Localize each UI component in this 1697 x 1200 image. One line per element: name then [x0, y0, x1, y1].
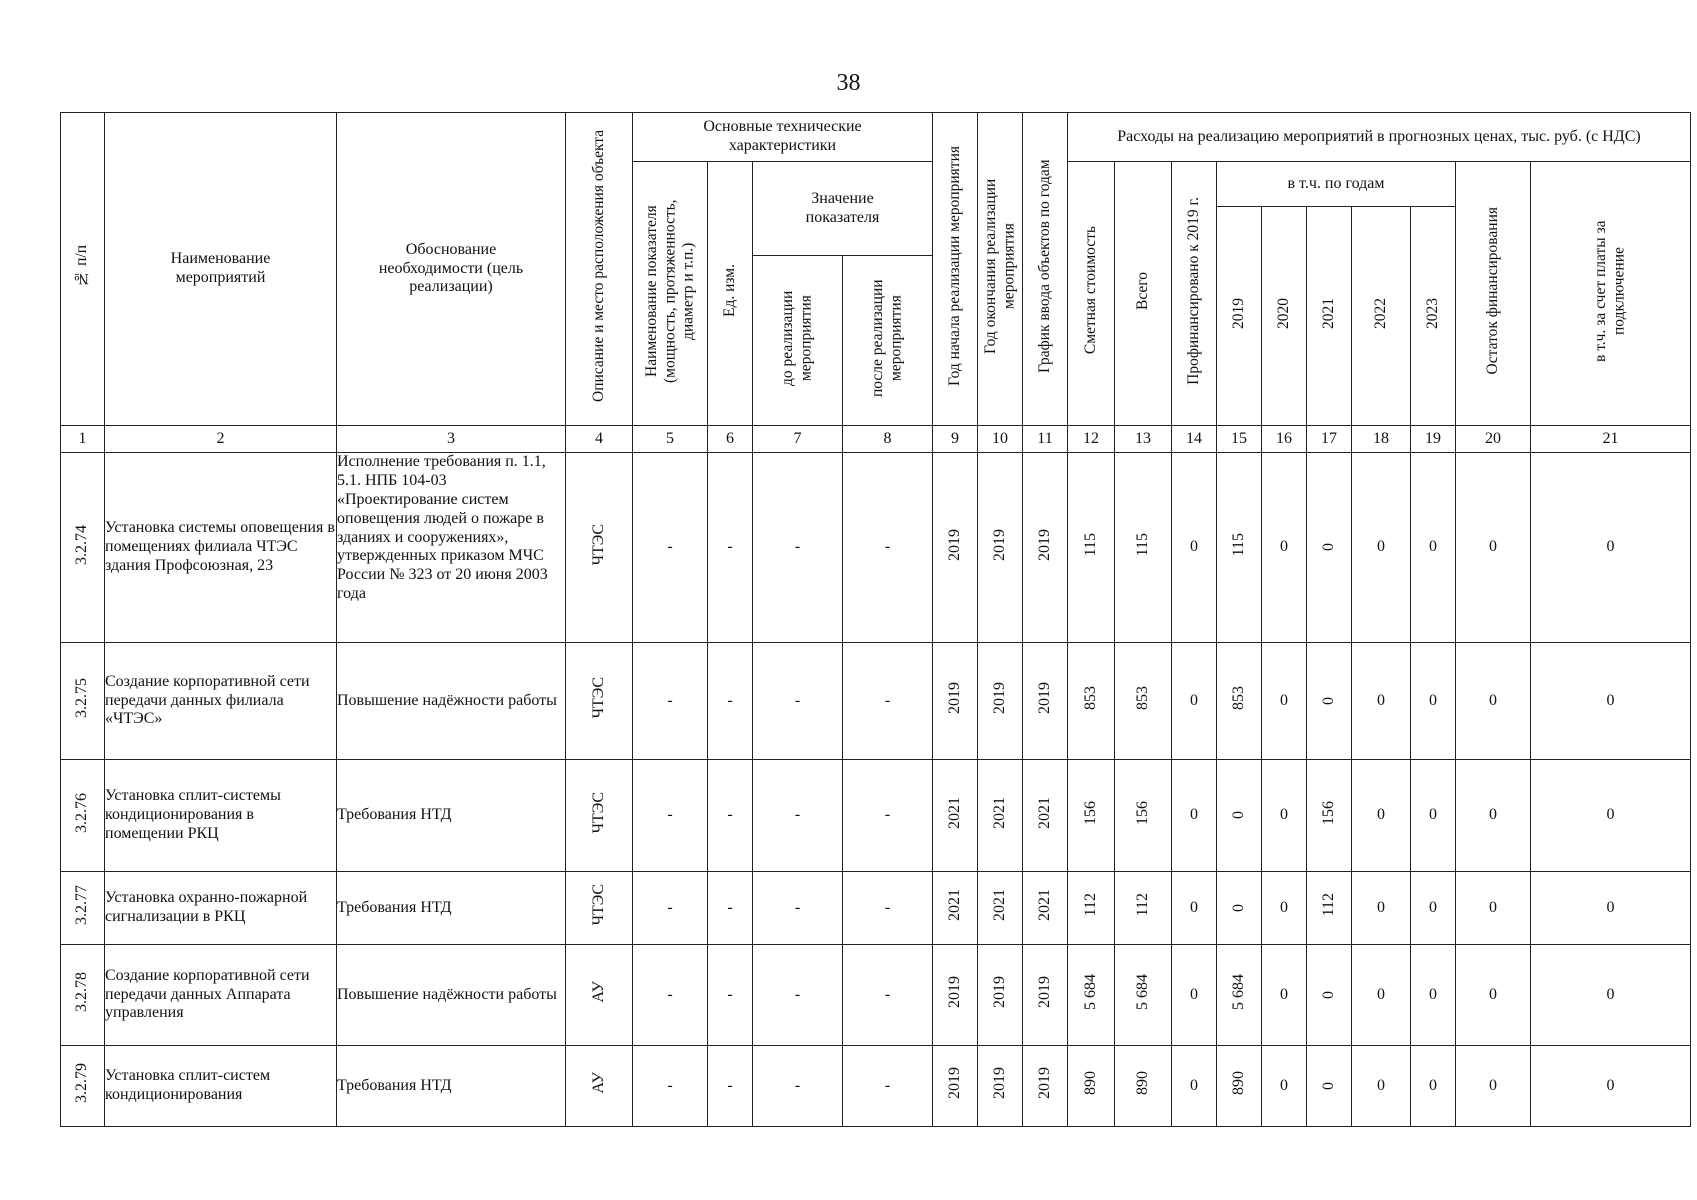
cell-start: 2019: [933, 945, 978, 1046]
cell-name: Установка сплит-систем кондиционирования: [105, 1046, 337, 1127]
column-number-cell: 14: [1172, 426, 1217, 453]
header-location: Описание и место расположения объекта: [566, 113, 633, 426]
cell-y2020: 0: [1262, 945, 1307, 1046]
header-prefinanced: Профинансировано к 2019 г.: [1172, 162, 1217, 426]
table-row: [61, 643, 1691, 760]
cell-pre: 0: [1172, 643, 1217, 760]
header-year-2022: 2022: [1352, 207, 1411, 426]
header-estimate: Сметная стоимость: [1068, 162, 1115, 426]
cell-end: 2021: [978, 872, 1023, 945]
header-remainder: Остаток финансирования: [1456, 162, 1531, 426]
cell-basis: Исполнение требования п. 1.1, 5.1. НПБ 104-03 «Проектирование систем оповещения людей о пожаре в зданиях и сооружениях», утвержденных приказом МЧС России № 323 от 20 июня 2003 года: [337, 453, 566, 643]
cell-y2023: 0: [1411, 945, 1456, 1046]
column-number-cell: 6: [708, 426, 753, 453]
cell-c7: -: [753, 643, 843, 760]
cell-pre: 0: [1172, 760, 1217, 872]
column-number-cell: 13: [1115, 426, 1172, 453]
cell-c6: -: [708, 453, 753, 643]
investment-table: [60, 112, 1691, 1127]
header-unit: Ед. изм.: [708, 162, 753, 426]
column-number-cell: 15: [1217, 426, 1262, 453]
cell-y2022: 0: [1352, 945, 1411, 1046]
cell-sched: 2021: [1023, 872, 1068, 945]
column-number-cell: 18: [1352, 426, 1411, 453]
column-number-cell: 21: [1531, 426, 1691, 453]
cell-c8: -: [843, 760, 933, 872]
cell-start: 2019: [933, 643, 978, 760]
header-costs: Расходы на реализацию мероприятий в прогнозных ценах, тыс. руб. (с НДС): [1068, 113, 1691, 162]
cell-y2023: 0: [1411, 453, 1456, 643]
cell-basis: Требования НТД: [337, 760, 566, 872]
cell-y2020: 0: [1262, 453, 1307, 643]
cell-pre: 0: [1172, 872, 1217, 945]
column-number-cell: 1: [61, 426, 105, 453]
cell-conn: 0: [1531, 1046, 1691, 1127]
cell-estimate: 112: [1068, 872, 1115, 945]
cell-c6: -: [708, 945, 753, 1046]
cell-end: 2019: [978, 643, 1023, 760]
cell-c8: -: [843, 872, 933, 945]
cell-conn: 0: [1531, 643, 1691, 760]
cell-sched: 2019: [1023, 453, 1068, 643]
table-body: [61, 453, 1691, 1127]
cell-pre: 0: [1172, 1046, 1217, 1127]
header-basis: Обоснование необходимости (цель реализации): [337, 113, 566, 426]
cell-no: 3.2.79: [61, 1046, 105, 1127]
table-row: [61, 872, 1691, 945]
header-no: № п/п: [61, 113, 105, 426]
cell-y2022: 0: [1352, 760, 1411, 872]
cell-start: 2021: [933, 872, 978, 945]
cell-c5: -: [633, 1046, 708, 1127]
cell-c7: -: [753, 1046, 843, 1127]
cell-no: 3.2.75: [61, 643, 105, 760]
cell-c8: -: [843, 643, 933, 760]
cell-y2021: 0: [1307, 643, 1352, 760]
cell-y2019: 0: [1217, 872, 1262, 945]
cell-c6: -: [708, 1046, 753, 1127]
cell-location: АУ: [566, 945, 633, 1046]
cell-y2022: 0: [1352, 1046, 1411, 1127]
header-by-years: в т.ч. по годам: [1217, 162, 1456, 207]
cell-basis: Повышение надёжности работы: [337, 945, 566, 1046]
cell-y2020: 0: [1262, 872, 1307, 945]
cell-rem: 0: [1456, 760, 1531, 872]
cell-no: 3.2.74: [61, 453, 105, 643]
cell-rem: 0: [1456, 872, 1531, 945]
cell-c5: -: [633, 872, 708, 945]
header-year-2021: 2021: [1307, 207, 1352, 426]
cell-start: 2019: [933, 453, 978, 643]
column-number-cell: 12: [1068, 426, 1115, 453]
cell-conn: 0: [1531, 760, 1691, 872]
header-before: до реализации мероприятия: [753, 256, 843, 426]
cell-c5: -: [633, 643, 708, 760]
cell-total: 890: [1115, 1046, 1172, 1127]
cell-start: 2021: [933, 760, 978, 872]
cell-location: ЧТЭС: [566, 872, 633, 945]
column-number-cell: 3: [337, 426, 566, 453]
cell-rem: 0: [1456, 453, 1531, 643]
cell-start: 2019: [933, 1046, 978, 1127]
header-name: Наименование мероприятий: [105, 113, 337, 426]
cell-c5: -: [633, 760, 708, 872]
cell-c7: -: [753, 453, 843, 643]
column-number-cell: 8: [843, 426, 933, 453]
cell-c6: -: [708, 643, 753, 760]
cell-c5: -: [633, 945, 708, 1046]
header-total: Всего: [1115, 162, 1172, 426]
column-number-cell: 11: [1023, 426, 1068, 453]
cell-no: 3.2.77: [61, 872, 105, 945]
cell-c8: -: [843, 453, 933, 643]
header-connection: в т.ч. за счет платы за подключение: [1531, 162, 1691, 426]
cell-y2023: 0: [1411, 643, 1456, 760]
cell-rem: 0: [1456, 1046, 1531, 1127]
cell-y2021: 112: [1307, 872, 1352, 945]
cell-location: АУ: [566, 1046, 633, 1127]
column-number-cell: 10: [978, 426, 1023, 453]
cell-total: 156: [1115, 760, 1172, 872]
cell-location: ЧТЭС: [566, 760, 633, 872]
cell-y2019: 853: [1217, 643, 1262, 760]
cell-end: 2019: [978, 945, 1023, 1046]
cell-y2023: 0: [1411, 872, 1456, 945]
column-number-cell: 5: [633, 426, 708, 453]
cell-location: ЧТЭС: [566, 453, 633, 643]
cell-y2021: 156: [1307, 760, 1352, 872]
cell-basis: Требования НТД: [337, 1046, 566, 1127]
cell-c7: -: [753, 760, 843, 872]
cell-estimate: 853: [1068, 643, 1115, 760]
cell-y2020: 0: [1262, 643, 1307, 760]
cell-c8: -: [843, 1046, 933, 1127]
cell-y2021: 0: [1307, 1046, 1352, 1127]
column-number-cell: 7: [753, 426, 843, 453]
cell-y2021: 0: [1307, 945, 1352, 1046]
cell-c7: -: [753, 872, 843, 945]
page-number: 38: [836, 70, 861, 96]
column-number-cell: 17: [1307, 426, 1352, 453]
cell-basis: Требования НТД: [337, 872, 566, 945]
column-number-cell: 4: [566, 426, 633, 453]
cell-y2022: 0: [1352, 643, 1411, 760]
cell-sched: 2021: [1023, 760, 1068, 872]
cell-name: Установка системы оповещения в помещениях филиала ЧТЭС здания Профсоюзная, 23: [105, 453, 337, 643]
cell-c7: -: [753, 945, 843, 1046]
cell-basis: Повышение надёжности работы: [337, 643, 566, 760]
cell-sched: 2019: [1023, 1046, 1068, 1127]
cell-y2020: 0: [1262, 760, 1307, 872]
cell-y2023: 0: [1411, 1046, 1456, 1127]
cell-name: Создание корпоративной сети передачи данных филиала «ЧТЭС»: [105, 643, 337, 760]
cell-no: 3.2.78: [61, 945, 105, 1046]
cell-estimate: 115: [1068, 453, 1115, 643]
cell-name: Установка сплит-системы кондиционирования в помещении РКЦ: [105, 760, 337, 872]
header-tech: Основные технические характеристики: [633, 113, 933, 162]
cell-c5: -: [633, 453, 708, 643]
header-indicator-name: Наименование показателя (мощность, протяженность, диаметр и т.п.): [633, 162, 708, 426]
column-number-cell: 19: [1411, 426, 1456, 453]
table-row: [61, 1046, 1691, 1127]
cell-end: 2019: [978, 453, 1023, 643]
cell-c8: -: [843, 945, 933, 1046]
cell-sched: 2019: [1023, 643, 1068, 760]
cell-pre: 0: [1172, 453, 1217, 643]
cell-y2019: 5 684: [1217, 945, 1262, 1046]
cell-rem: 0: [1456, 945, 1531, 1046]
cell-sched: 2019: [1023, 945, 1068, 1046]
cell-location: ЧТЭС: [566, 643, 633, 760]
cell-y2021: 0: [1307, 453, 1352, 643]
header-year-2023: 2023: [1411, 207, 1456, 426]
cell-estimate: 890: [1068, 1046, 1115, 1127]
cell-y2022: 0: [1352, 872, 1411, 945]
cell-y2019: 115: [1217, 453, 1262, 643]
cell-conn: 0: [1531, 945, 1691, 1046]
cell-end: 2019: [978, 1046, 1023, 1127]
cell-conn: 0: [1531, 872, 1691, 945]
cell-name: Установка охранно-пожарной сигнализации в РКЦ: [105, 872, 337, 945]
cell-c6: -: [708, 872, 753, 945]
cell-total: 853: [1115, 643, 1172, 760]
cell-pre: 0: [1172, 945, 1217, 1046]
cell-y2022: 0: [1352, 453, 1411, 643]
cell-estimate: 5 684: [1068, 945, 1115, 1046]
header-year-2020: 2020: [1262, 207, 1307, 426]
column-number-cell: 9: [933, 426, 978, 453]
cell-rem: 0: [1456, 643, 1531, 760]
cell-c6: -: [708, 760, 753, 872]
cell-estimate: 156: [1068, 760, 1115, 872]
header-after: после реализации мероприятия: [843, 256, 933, 426]
table-row: [61, 945, 1691, 1046]
cell-y2019: 0: [1217, 760, 1262, 872]
column-number-cell: 16: [1262, 426, 1307, 453]
header-schedule: График ввода объектов по годам: [1023, 113, 1068, 426]
header-value: Значение показателя: [753, 162, 933, 256]
table-row: [61, 760, 1691, 872]
cell-y2023: 0: [1411, 760, 1456, 872]
table-header: [61, 113, 1691, 426]
column-number-cell: 20: [1456, 426, 1531, 453]
header-end-year: Год окончания реализации мероприятия: [978, 113, 1023, 426]
cell-conn: 0: [1531, 453, 1691, 643]
cell-y2020: 0: [1262, 1046, 1307, 1127]
header-year-2019: 2019: [1217, 207, 1262, 426]
cell-total: 5 684: [1115, 945, 1172, 1046]
header-start-year: Год начала реализации мероприятия: [933, 113, 978, 426]
cell-total: 112: [1115, 872, 1172, 945]
cell-total: 115: [1115, 453, 1172, 643]
column-number-row: [61, 426, 1691, 453]
cell-name: Создание корпоративной сети передачи данных Аппарата управления: [105, 945, 337, 1046]
table-row: [61, 453, 1691, 643]
cell-end: 2021: [978, 760, 1023, 872]
column-number-cell: 2: [105, 426, 337, 453]
cell-no: 3.2.76: [61, 760, 105, 872]
cell-y2019: 890: [1217, 1046, 1262, 1127]
